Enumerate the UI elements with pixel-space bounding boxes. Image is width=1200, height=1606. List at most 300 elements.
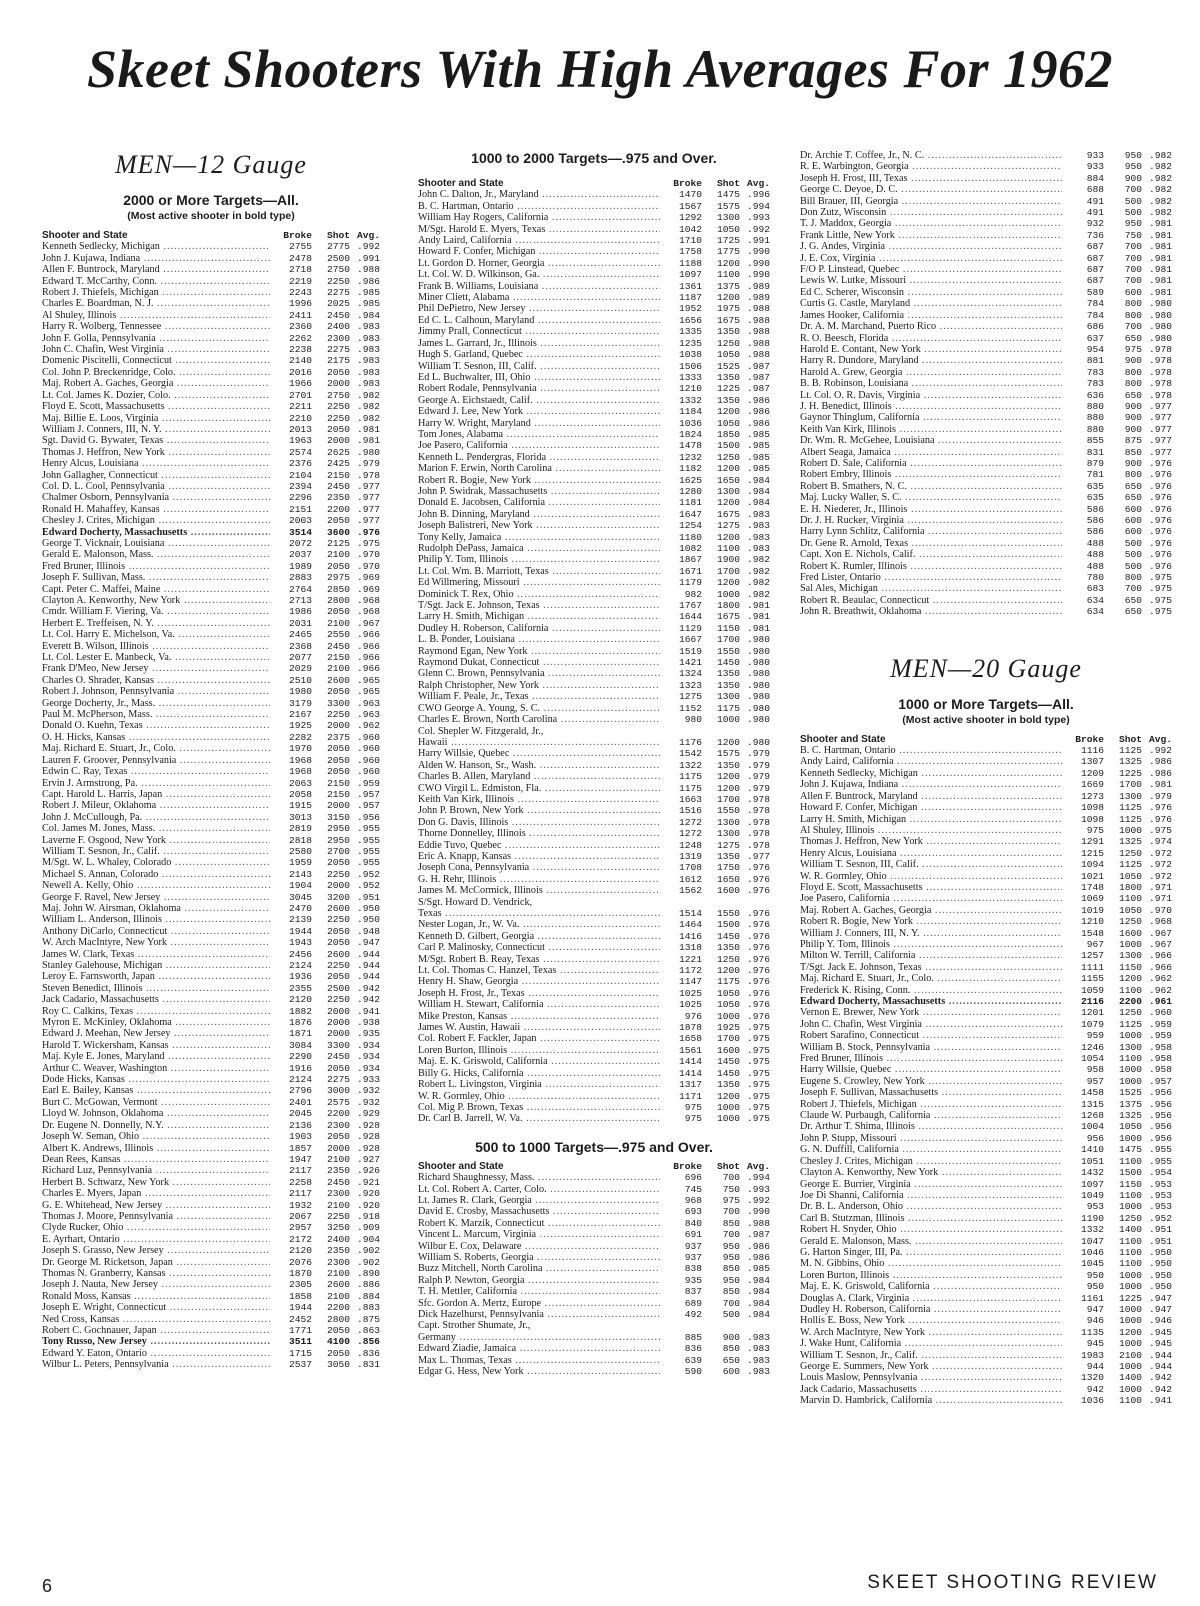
average: .993 [746,1183,770,1195]
broke-count: 2104 [288,469,312,481]
shooter-name: Joseph H. Frost, Jr., Texas ..... [418,988,660,999]
average: .909 [356,1222,380,1234]
shot-count: 1400 [1118,1372,1142,1384]
average: .971 [1148,893,1172,905]
average: .976 [746,885,770,897]
broke-count: 2058 [288,788,312,800]
broke-count: 1980 [288,686,312,698]
table-row [42,276,380,287]
shot-count: 1125 [1118,1018,1142,1030]
average: .944 [356,948,380,960]
table-row [800,1315,1172,1326]
average: .980 [1148,332,1172,344]
shooter-name: Vincent L. Marcum, Virginia ..... [418,1229,660,1240]
shot-count: 2000 [326,378,350,390]
average: .980 [746,714,770,726]
shooter-name: Harry R. Wolberg, Tennessee ..... [42,321,270,332]
shooter-name: Maj. Robert A. Gaches, Georgia ..... [42,378,270,389]
shooter-name: Lt. Col. Harry E. Michelson, Va. ..... [42,629,270,640]
shooter-name: John F. Golla, Pennsylvania ..... [42,333,270,344]
shot-count: 875 [1124,435,1142,447]
broke-count: 491 [1086,207,1104,219]
average: .856 [356,1336,380,1348]
shooter-name: Maj. John W. Airsman, Oklahoma ..... [42,903,270,914]
header-shot: Shot [716,1160,740,1172]
table-row [418,1309,770,1320]
broke-count: 491 [1086,195,1104,207]
table-row [800,939,1172,950]
shooter-name: Marion F. Erwin, North Carolina ..... [418,463,660,474]
shooter-name: George A. Eichstaedt, Calif. ..... [418,395,660,406]
broke-count: 1944 [288,925,312,937]
table-row [42,846,380,857]
average: .980 [356,446,380,458]
table-row [42,1257,380,1268]
shot-count: 2000 [326,1028,350,1040]
broke-count: 1215 [1080,847,1104,859]
table-row [800,1270,1172,1281]
table-row [800,1293,1172,1304]
table-20-gauge [800,734,1172,1407]
average: .979 [1148,790,1172,802]
table-row [42,549,380,560]
table-500-1000-continued [800,150,1172,618]
shooter-name: Max L. Thomas, Texas ..... [418,1355,660,1366]
shooter-name: M/Sgt. W. L. Whaley, Colorado ..... [42,857,270,868]
table-row [418,1229,770,1240]
table-row [800,333,1172,344]
table-row [418,1068,770,1079]
broke-count: 1049 [1080,1189,1104,1201]
table-row [418,315,770,326]
table-row [42,1085,380,1096]
average: .979 [746,782,770,794]
average: .988 [746,314,770,326]
average: .978 [746,805,770,817]
broke-count: 2076 [288,1256,312,1268]
broke-count: 1152 [678,702,702,714]
shot-count: 1300 [716,691,740,703]
shot-count: 2400 [326,1233,350,1245]
shooter-name: John J. McCullough, Pa. ..... [42,812,270,823]
average: .993 [746,212,770,224]
table-row [800,458,1172,469]
average: .956 [356,811,380,823]
average: .884 [356,1290,380,1302]
average: .983 [746,520,770,532]
average: .921 [356,1176,380,1188]
broke-count: 945 [1086,1338,1104,1350]
broke-count: 967 [1086,938,1104,950]
broke-count: 1025 [678,987,702,999]
shot-count: 2000 [326,880,350,892]
broke-count: 879 [1086,457,1104,469]
shot-count: 1050 [716,987,740,999]
shot-count: 2625 [326,446,350,458]
table-row [418,1355,770,1366]
broke-count: 2282 [288,731,312,743]
broke-count: 586 [1086,515,1104,526]
shot-count: 2050 [326,560,350,572]
shooter-name: George E. Burrier, Virginia ..... [800,1179,1062,1190]
broke-count: 1715 [288,1347,312,1359]
shot-count: 700 [1124,241,1142,253]
table-row [42,310,380,321]
average: .976 [1148,469,1172,481]
header-avg: Avg. [356,230,380,241]
shot-count: 1000 [1118,824,1142,836]
table-row [418,1241,770,1252]
table-row [418,246,770,257]
average: .976 [1148,480,1172,492]
broke-count: 950 [1086,1269,1104,1281]
table-row [42,1165,380,1176]
header-shooter: Shooter and State [42,230,128,241]
broke-count: 1767 [678,600,702,612]
average: .982 [356,401,380,413]
average: .983 [746,531,770,543]
table-row [42,321,380,332]
shooter-name: Edward J. Lee, New York ..... [418,406,660,417]
shot-count: 1000 [1118,1303,1142,1315]
shooter-name: David E. Crosby, Massachusetts ..... [418,1206,660,1217]
shot-count: 1600 [1118,927,1142,939]
shot-count: 1100 [1118,1395,1142,1407]
average: .984 [746,1286,770,1298]
average: .938 [356,1017,380,1029]
shot-count: 650 [1124,492,1142,504]
table-row [800,745,1172,756]
average: .988 [746,1217,770,1229]
broke-count: 1758 [678,246,702,258]
broke-count: 2116 [1080,996,1104,1007]
table-row [418,1366,770,1377]
average: .970 [1148,904,1172,916]
average: .977 [356,480,380,492]
average: .976 [1148,492,1172,504]
broke-count: 2452 [288,1313,312,1325]
average: .978 [746,828,770,840]
shot-count: 600 [1124,286,1142,298]
average: .985 [746,428,770,440]
average: .981 [746,600,770,612]
broke-count: 2796 [288,1085,312,1097]
average: .956 [1148,1121,1172,1133]
table-row [800,973,1172,984]
shot-count: 1200 [716,531,740,543]
shot-count: 800 [1124,469,1142,481]
shooter-name: Dode Hicks, Kansas ..... [42,1074,270,1085]
table-row [42,1074,380,1085]
table-row [42,515,380,526]
average: .960 [1148,1007,1172,1019]
shooter-name: Myron E. McKinley, Oklahoma ..... [42,1017,270,1028]
average: .950 [356,914,380,926]
shot-count: 800 [1124,378,1142,390]
shooter-name: M. N. Gibbins, Ohio ..... [800,1258,1062,1269]
broke-count: 1478 [678,440,702,452]
broke-count: 1561 [678,1044,702,1056]
shooter-name: Ed C. L. Calhoun, Maryland ..... [418,315,660,326]
shooter-name: Wilbur E. Cox, Delaware ..... [418,1241,660,1252]
average: .976 [1148,549,1172,561]
shooter-name: Lt. Col. W. D. Wilkinson, Ga. ..... [418,269,660,280]
shooter-name: G. H. Rehr, Illinois ..... [418,874,660,885]
table-row [42,264,380,275]
table-row [42,1222,380,1233]
shot-count: 1675 [716,611,740,623]
table-row [418,1343,770,1354]
shot-count: 1650 [716,873,740,885]
table-row [418,1252,770,1263]
shooter-name: Keith Van Kirk, Illinois ..... [418,794,660,805]
shot-count: 1000 [1118,1281,1142,1293]
table-row [42,481,380,492]
shooter-name: Edwin C. Ray, Texas ..... [42,766,270,777]
shooter-name: Herbert B. Schwarz, New York ..... [42,1177,270,1188]
shot-count: 1350 [716,668,740,680]
broke-count: 1519 [678,645,702,657]
table-row [418,1172,770,1183]
table-row [42,1006,380,1017]
broke-count: 932 [1086,218,1104,230]
average: .978 [746,816,770,828]
average: .983 [356,321,380,333]
shot-count: 2500 [326,252,350,264]
shooter-name: Floyd E. Scott, Massachusetts ..... [42,401,270,412]
shot-count: 1000 [716,714,740,726]
shot-count: 650 [1124,480,1142,492]
broke-count: 2701 [288,389,312,401]
shot-count: 2850 [326,583,350,595]
table-row [42,367,380,378]
table-row [42,1314,380,1325]
table-row [418,326,770,337]
table-row [800,1372,1172,1383]
broke-count: 855 [1086,435,1104,447]
table-header [418,178,770,189]
shot-count: 600 [1124,515,1142,526]
broke-count: 933 [1086,161,1104,173]
broke-count: 1748 [1080,881,1104,893]
average: .968 [1148,916,1172,928]
shot-count: 900 [1124,423,1142,435]
broke-count [660,1320,702,1331]
average: .988 [746,326,770,338]
average: .981 [1148,218,1172,230]
shooter-name: Robert R. Bogie, New York ..... [418,475,660,486]
shot-count: 2100 [326,617,350,629]
shooter-name: John J. Kujawa, Indiana ..... [800,779,1062,790]
table-row [42,1336,380,1347]
shooter-name: George F. Ravel, New Jersey ..... [42,892,270,903]
average: .954 [1148,1167,1172,1179]
shot-count: 2000 [326,800,350,812]
broke-count: 1079 [1080,1018,1104,1030]
broke-count: 1858 [288,1290,312,1302]
table-row [418,976,770,987]
average: .980 [1148,309,1172,321]
table-row [42,641,380,652]
shooter-name: Alden W. Hanson, Sr., Wash. ..... [418,760,660,771]
shot-count: 700 [1124,275,1142,287]
table-row [418,303,770,314]
shot-count: 2450 [326,309,350,321]
shot-count: 750 [1124,229,1142,241]
header-shot: Shot [326,230,350,241]
average: .863 [356,1325,380,1336]
average: .975 [746,1079,770,1091]
table-row [800,1099,1172,1110]
shooter-name: William T. Sesnon, Jr., Calif. ..... [42,846,270,857]
shot-count: 1100 [716,543,740,554]
shooter-name: Eddie Tuvo, Quebec ..... [418,840,660,851]
shot-count: 600 [1124,503,1142,515]
shooter-name: Dr. Archie T. Coffee, Jr., N. C. ..... [800,150,1062,161]
table-row [800,1007,1172,1018]
broke-count: 935 [684,1274,702,1286]
broke-count: 2139 [288,914,312,926]
table-row [42,447,380,458]
average: .982 [746,565,770,577]
shot-count: 1325 [1118,756,1142,768]
broke-count: 687 [1086,241,1104,253]
shooter-name: Nester Logan, Jr., W. Va. ..... [418,919,660,930]
table-row [800,1350,1172,1361]
shooter-name: Ronald H. Mahaffey, Kansas ..... [42,504,270,515]
average: .994 [746,1172,770,1184]
broke-count: 1082 [678,543,702,554]
average: .953 [1148,1178,1172,1190]
shooter-name: CWO George A. Young, S. C. ..... [418,703,660,714]
shooter-name: Tony Russo, New Jersey ..... [42,1336,270,1347]
average: .951 [1148,1235,1172,1247]
shooter-name: Hawaii ..... [418,737,660,748]
shot-count: 1050 [716,999,740,1011]
table-row [418,1286,770,1297]
shooter-name: Dr. Eugene N. Donnelly, N.Y. ..... [42,1120,270,1131]
average: .976 [746,999,770,1011]
broke-count: 1094 [1080,859,1104,871]
broke-count: 937 [684,1251,702,1263]
table-row [418,1263,770,1274]
average: .990 [746,246,770,258]
average: .961 [1148,996,1172,1007]
shooter-name: Robert J. Thiefels, Michigan ..... [42,287,270,298]
table-row [42,983,380,994]
shot-count: 1200 [1118,1326,1142,1338]
table-row [418,1056,770,1067]
shooter-name: Claude W. Purbaugh, California ..... [800,1110,1062,1121]
average: .918 [356,1210,380,1222]
broke-count: 1171 [678,1090,702,1102]
shot-count: 950 [1124,150,1142,161]
shooter-name: Edward Docherty, Massachusetts ..... [800,996,1062,1007]
average: .962 [356,720,380,732]
shooter-name: M/Sgt. Robert B. Reay, Texas ..... [418,954,660,965]
broke-count: 1548 [1080,927,1104,939]
table-row [800,378,1172,389]
average: .967 [356,617,380,629]
shot-count: 500 [722,1309,740,1320]
shooter-name: Douglas A. Clark, Virginia ..... [800,1293,1062,1304]
shooter-name: Donald E. Jacobsen, California ..... [418,497,660,508]
table-row [800,526,1172,537]
average: .983 [746,1366,770,1378]
section-heading-1000-2000: 1000 to 2000 Targets—.975 and Over. [471,150,717,166]
table-row [800,583,1172,594]
shot-count: 900 [1124,400,1142,412]
broke-count: 2172 [288,1233,312,1245]
shot-count: 1175 [716,702,740,714]
average: .944 [1148,1349,1172,1361]
average: .977 [1148,400,1172,412]
average: .987 [746,1229,770,1241]
shot-count: 650 [1124,606,1142,618]
broke-count: 488 [1086,537,1104,549]
table-1000-2000 [418,178,770,1125]
shooter-name: G. Harton Singer, III, Pa. ..... [800,1247,1062,1258]
table-row [800,1156,1172,1167]
broke-count: 1182 [678,463,702,475]
average: .968 [356,595,380,606]
shooter-name: Phil DePietro, New Jersey ..... [418,303,660,314]
shot-count: 1200 [716,257,740,269]
shot-count: 2250 [326,401,350,413]
table-row [418,840,770,851]
average: .970 [356,560,380,572]
broke-count: 954 [1086,343,1104,355]
table-row [418,566,770,577]
average: .956 [1148,1098,1172,1110]
shot-count: 800 [1124,309,1142,321]
broke-count: 1667 [678,634,702,646]
shooter-name: B. C. Hartman, Ontario ..... [800,745,1062,756]
broke-count: 975 [1086,824,1104,836]
broke-count: 1708 [678,862,702,874]
shooter-name: Curtis G. Castle, Maryland ..... [800,298,1062,309]
shooter-name: Loren Burton, Illinois ..... [800,1270,1062,1281]
average: .981 [746,622,770,634]
broke-count: 1042 [678,223,702,235]
shot-count: 1350 [716,1079,740,1091]
table-row [418,611,770,622]
shooter-name: John P. Stupp, Missouri ..... [800,1133,1062,1144]
shot-count: 2775 [326,241,350,253]
shooter-name: Steven Benedict, Illinois ..... [42,983,270,994]
shooter-name: William L. Anderson, Illinois ..... [42,914,270,925]
shooter-name: William J. Conners, III, N. Y. ..... [42,424,270,435]
shot-count: 2050 [326,925,350,937]
shooter-name: Carl P. Malinosky, Connecticut ..... [418,942,660,953]
broke-count: 840 [684,1217,702,1229]
shooter-name: Tony Kelly, Jamaica ..... [418,532,660,543]
broke-count: 2219 [288,275,312,287]
table-row [418,269,770,280]
shooter-name: Chalmer Osborn, Pennsylvania ..... [42,492,270,503]
table-row [800,207,1172,218]
average: .976 [746,873,770,885]
broke-count: 1932 [288,1199,312,1211]
shot-count: 1300 [1118,1041,1142,1053]
shooter-name: Capt. Strother Shumate, Jr., [418,1320,531,1332]
average: .935 [356,1028,380,1040]
broke-count: 1129 [678,622,702,634]
average: .904 [356,1233,380,1245]
shot-count: 2025 [326,298,350,310]
average: .966 [1148,961,1172,973]
average: .934 [356,1062,380,1074]
